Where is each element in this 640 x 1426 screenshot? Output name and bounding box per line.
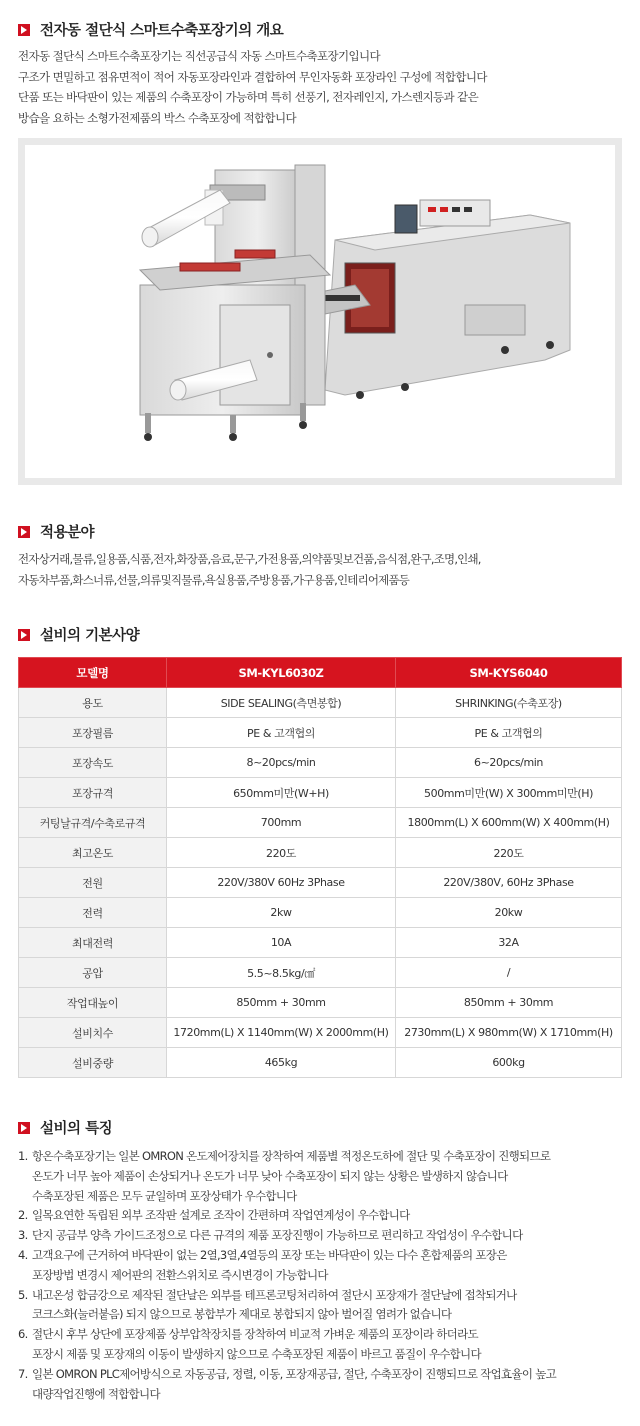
spec-header-cell: 모델명 (19, 658, 167, 688)
feature-number: 2. (18, 1208, 28, 1223)
feature-text (32, 1226, 628, 1246)
spec-value-cell: PE & 고객협의 (167, 718, 396, 748)
feature-item (18, 1286, 628, 1326)
feature-item (18, 1365, 628, 1405)
spec-value-cell: 220도 (396, 838, 622, 868)
spec-value-cell: 220V/380V 60Hz 3Phase (167, 868, 396, 898)
spec-label-cell: 커팅날규격/수축로규격 (19, 808, 167, 838)
spec-value-cell: 650mm미만(W+H) (167, 778, 396, 808)
feature-number: 6. (18, 1327, 28, 1342)
spec-value-cell: SHRINKING(수축포장) (396, 688, 622, 718)
spec-value-cell: 10A (167, 928, 396, 958)
spec-value-cell: 8~20pcs/min (167, 748, 396, 778)
spec-row (19, 898, 622, 928)
spec-row (19, 958, 622, 988)
feature-line: 온도가 너무 높아 제품이 손상되거나 온도가 너무 낮아 수축포장이 되지 않는 상황은 발생하지 않습니다 (32, 1168, 508, 1183)
feature-line: 일목요연한 독립된 외부 조작판 설계로 조작이 간편하며 작업연계성이 우수합니다 (32, 1208, 410, 1223)
spec-row (19, 808, 622, 838)
application-line: 자동차부품,화스너류,선물,의류및직물류,욕실용품,주방용품,가구용품,인테리어제품등 (18, 572, 410, 587)
spec-label-cell: 전원 (19, 868, 167, 898)
spec-value-cell: 850mm + 30mm (396, 988, 622, 1018)
feature-line: 포장방법 변경시 제어판의 전환스위치로 즉시변경이 가능합니다 (32, 1267, 328, 1282)
feature-number: 3. (18, 1228, 28, 1243)
feature-item (18, 1226, 628, 1246)
overview-line: 단품 또는 바닥판이 있는 제품의 수축포장이 가능하며 특히 선풍기, 전자레인지, 가스렌지등과 같은 (18, 90, 479, 104)
feature-line: 수축포장된 제품은 모두 균일하며 포장상태가 우수합니다 (32, 1188, 297, 1203)
features-heading (18, 1117, 112, 1138)
red-arrow-bullet-icon (18, 526, 30, 538)
spec-row (19, 778, 622, 808)
feature-number: 1. (18, 1149, 28, 1163)
feature-text (32, 1246, 628, 1286)
spec-value-cell: 700mm (167, 808, 396, 838)
red-arrow-bullet-icon (18, 24, 30, 36)
feature-line: 단지 공급부 양측 가이드조정으로 다른 규격의 제품 포장진행이 가능하므로 편리하고 작업성이 우수합니다 (32, 1228, 523, 1243)
spec-label-cell: 작업대높이 (19, 988, 167, 1018)
spec-value-cell: / (396, 958, 622, 988)
feature-line: 일본 OMRON PLC제어방식으로 자동공급, 정렬, 이동, 포장재공급, 절단, 수축포장이 진행되므로 작업효율이 높고 (32, 1366, 557, 1381)
spec-label-cell: 설비치수 (19, 1018, 167, 1048)
machine-photo (25, 145, 615, 478)
feature-text (32, 1147, 628, 1206)
spec-table (18, 657, 622, 1078)
feature-line: 고객요구에 근거하여 바닥판이 없는 2열,3열,4열등의 포장 또는 바닥판이 있는 다수 혼합제품의 포장은 (32, 1247, 507, 1262)
feature-text (32, 1206, 628, 1226)
overview-title: 전자동 절단식 스마트수축포장기의 개요 (40, 23, 284, 39)
overview-line: 구조가 면밀하고 점유면적이 적어 자동포장라인과 결합하여 무인자동화 포장라인 구성에 적합합니다 (18, 69, 487, 84)
features-title: 설비의 특징 (40, 1121, 113, 1137)
spec-row (19, 1048, 622, 1078)
feature-item (18, 1246, 628, 1286)
feature-line: 포장시 제품 및 포장재의 이동이 발생하지 않으므로 수축포장된 제품이 바르고 품질이 우수합니다 (32, 1346, 481, 1361)
red-arrow-bullet-icon (18, 629, 30, 641)
spec-value-cell: SIDE SEALING(측면봉합) (167, 688, 396, 718)
overview-line: 방습을 요하는 소형가전제품의 박스 수축포장에 적합합니다 (18, 110, 297, 125)
spec-row (19, 748, 622, 778)
spec-label-cell: 포장속도 (19, 748, 167, 778)
spec-row (19, 868, 622, 898)
spec-value-cell: 600kg (396, 1048, 622, 1078)
spec-value-cell: 32A (396, 928, 622, 958)
spec-row (19, 928, 622, 958)
spec-row (19, 688, 622, 718)
spec-value-cell: PE & 고객협의 (396, 718, 622, 748)
spec-value-cell: 850mm + 30mm (167, 988, 396, 1018)
application-title: 적용분야 (40, 525, 95, 541)
feature-number: 4. (18, 1247, 28, 1262)
spec-row (19, 988, 622, 1018)
feature-number: 7. (18, 1366, 28, 1381)
spec-header-cell: SM-KYL6030Z (167, 658, 396, 688)
spec-title: 설비의 기본사양 (40, 628, 140, 644)
spec-value-cell: 500mm미만(W) X 300mm미만(H) (396, 778, 622, 808)
spec-label-cell: 전력 (19, 898, 167, 928)
feature-line: 절단시 후부 상단에 포장제품 상부압착장치를 장착하여 비교적 가벼운 제품의 포장이라 하더라도 (32, 1327, 478, 1342)
feature-number: 5. (18, 1287, 28, 1302)
spec-value-cell: 2kw (167, 898, 396, 928)
shrink-wrap-machine-image (25, 145, 615, 478)
spec-label-cell: 공압 (19, 958, 167, 988)
spec-value-cell: 2730mm(L) X 980mm(W) X 1710mm(H) (396, 1018, 622, 1048)
spec-label-cell: 최대전력 (19, 928, 167, 958)
feature-item (18, 1206, 628, 1226)
spec-label-cell: 포장필름 (19, 718, 167, 748)
spec-label-cell: 용도 (19, 688, 167, 718)
application-heading (18, 521, 94, 542)
spec-row (19, 838, 622, 868)
spec-value-cell: 220V/380V, 60Hz 3Phase (396, 868, 622, 898)
spec-label-cell: 포장규격 (19, 778, 167, 808)
spec-value-cell: 20kw (396, 898, 622, 928)
spec-row (19, 1018, 622, 1048)
overview-text (18, 46, 622, 128)
features-list (18, 1147, 628, 1404)
feature-line: 내고온성 합금강으로 제작된 절단날은 외부를 테프론코팅처리하여 절단시 포장재가 절단날에 접착되거나 (32, 1287, 517, 1302)
overview-line: 전자동 절단식 스마트수축포장기는 직선공급식 자동 스마트수축포장기입니다 (18, 49, 381, 63)
feature-line: 코크스화(눌러붙음) 되지 않으므로 봉합부가 제대로 봉합되지 않아 벌어질 염려가 없습니다 (32, 1307, 452, 1322)
spec-value-cell: 6~20pcs/min (396, 748, 622, 778)
spec-value-cell: 220도 (167, 838, 396, 868)
spec-value-cell: 5.5~8.5kg/㎠ (167, 958, 396, 988)
feature-text (32, 1325, 628, 1365)
feature-item (18, 1147, 628, 1206)
feature-item (18, 1325, 628, 1365)
spec-value-cell: 1800mm(L) X 600mm(W) X 400mm(H) (396, 808, 622, 838)
feature-line: 항온수축포장기는 일본 OMRON 온도제어장치를 장착하여 제품별 적정온도하에 절단 및 수축포장이 진행되므로 (32, 1149, 551, 1163)
spec-label-cell: 최고온도 (19, 838, 167, 868)
spec-value-cell: 465kg (167, 1048, 396, 1078)
red-arrow-bullet-icon (18, 1122, 30, 1134)
application-line: 전자상거래,물류,일용품,식품,전자,화장품,음료,문구,가전용품,의약품및보건품,음식점,완구,조명,인쇄, (18, 552, 481, 566)
feature-line: 대량작업진행에 적합합니다 (32, 1386, 160, 1401)
spec-value-cell: 1720mm(L) X 1140mm(W) X 2000mm(H) (167, 1018, 396, 1048)
spec-row (19, 718, 622, 748)
spec-header-row (19, 658, 622, 688)
application-text (18, 549, 622, 590)
feature-text (32, 1286, 628, 1326)
feature-text (32, 1365, 628, 1405)
spec-header-cell: SM-KYS6040 (396, 658, 622, 688)
machine-photo-frame (18, 138, 622, 485)
spec-label-cell: 설비중량 (19, 1048, 167, 1078)
spec-heading (18, 624, 139, 645)
overview-heading (18, 19, 283, 40)
